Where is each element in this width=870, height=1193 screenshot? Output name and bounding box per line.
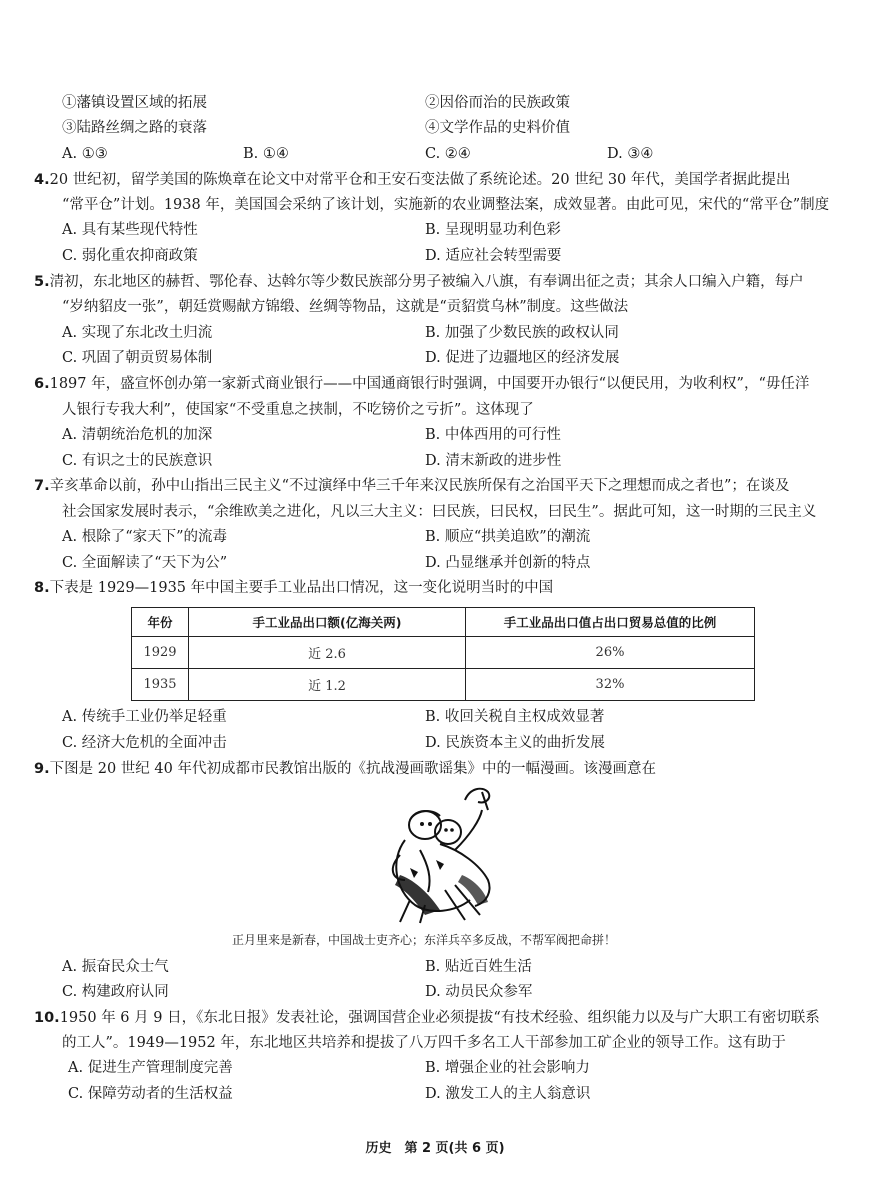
q4-option-b: B. 呈现明显功利色彩 <box>425 222 561 238</box>
q3-item-3: ③陆路丝绸之路的衰落 <box>62 120 207 136</box>
table-header-export-amount: 手工业品出口额(亿海关两) <box>189 608 466 637</box>
cartoon-image <box>370 780 520 925</box>
table-header-row <box>132 608 755 637</box>
q4-number: 4. <box>34 172 50 188</box>
q7-option-b: B. 顺应“拱美追欧”的潮流 <box>425 529 591 545</box>
q4-option-c: C. 弱化重农抑商政策 <box>62 248 198 264</box>
q8-stem: 8.下表是 1929—1935 年中国主要手工业品出口情况，这一变化说明当时的中国 <box>34 580 554 596</box>
q5-option-d: D. 促进了边疆地区的经济发展 <box>425 350 620 366</box>
q10-option-b: B. 增强企业的社会影响力 <box>425 1060 590 1076</box>
table-header-year: 年份 <box>132 608 189 637</box>
table-cell: 1929 <box>132 637 189 669</box>
q10-option-a: A. 促进生产管理制度完善 <box>68 1060 233 1076</box>
q3-item-2: ②因俗而治的民族政策 <box>425 95 570 111</box>
q6-number: 6. <box>34 376 50 392</box>
q10-stem-line-1: 10.1950 年 6 月 9 日，《东北日报》发表社论，强调国营企业必须提拔“有技术经验、组织能力以及与广大职工有密切联系 <box>34 1010 820 1026</box>
q3-option-a: A. ①③ <box>62 146 108 162</box>
q8-table <box>131 607 755 701</box>
table-cell: 26% <box>466 637 755 669</box>
q4-option-d: D. 适应社会转型需要 <box>425 248 562 264</box>
q8-number: 8. <box>34 580 50 596</box>
q7-option-a: A. 根除了“家天下”的流毒 <box>62 529 228 545</box>
table-cell: 1935 <box>132 669 189 701</box>
q6-option-b: B. 中体西用的可行性 <box>425 427 561 443</box>
q9-option-a: A. 振奋民众士气 <box>62 959 169 975</box>
q9-option-d: D. 动员民众参军 <box>425 984 533 1000</box>
q7-option-c: C. 全面解读了“天下为公” <box>62 555 228 571</box>
q7-number: 7. <box>34 478 50 494</box>
q5-number: 5. <box>34 274 50 290</box>
q6-option-c: C. 有识之士的民族意识 <box>62 453 213 469</box>
q4-stem-line-1: 4.20 世纪初，留学美国的陈焕章在论文中对常平仓和王安石变法做了系统论述。20 世纪 30 年代，美国学者据此提出 <box>34 172 791 188</box>
q6-stem-line-2: 人银行专我大利”，使国家“不受重息之挟制，不吃镑价之亏折”。这体现了 <box>62 402 534 418</box>
table-row <box>132 669 755 701</box>
table-cell: 近 2.6 <box>189 637 466 669</box>
q10-number: 10. <box>34 1010 60 1026</box>
q5-stem-line-1: 5.清初，东北地区的赫哲、鄂伦春、达斡尔等少数民族部分男子被编入八旗，有奉调出征之责；其余人口编入户籍，每户 <box>34 274 804 290</box>
table-row <box>132 637 755 669</box>
q3-item-4: ④文学作品的史料价值 <box>425 120 570 136</box>
q10-option-d: D. 激发工人的主人翁意识 <box>425 1086 591 1102</box>
q7-stem-line-1: 7.辛亥革命以前，孙中山指出三民主义“不过演绎中华三千年来汉民族所保有之治国平天下之理想而成之者也”；在谈及 <box>34 478 790 494</box>
q9-stem: 9.下图是 20 世纪 40 年代初成都市民教馆出版的《抗战漫画歌谣集》中的一幅漫画。该漫画意在 <box>34 761 656 777</box>
q5-option-c: C. 巩固了朝贡贸易体制 <box>62 350 213 366</box>
q4-option-a: A. 具有某些现代特性 <box>62 222 198 238</box>
table-cell: 近 1.2 <box>189 669 466 701</box>
q8-option-c: C. 经济大危机的全面冲击 <box>62 735 227 751</box>
q6-option-d: D. 清末新政的进步性 <box>425 453 562 469</box>
q7-option-d: D. 凸显继承并创新的特点 <box>425 555 591 571</box>
q3-option-d: D. ③④ <box>607 146 654 162</box>
q8-option-a: A. 传统手工业仍举足轻重 <box>62 709 227 725</box>
cartoon-caption: 正月里来是新春，中国战士吏齐心；东洋兵卒多反战，不帮军阀把命拼！ <box>232 933 617 947</box>
table-cell: 32% <box>466 669 755 701</box>
q3-option-c: C. ②④ <box>425 146 471 162</box>
q5-option-b: B. 加强了少数民族的政权认同 <box>425 325 619 341</box>
table-header-export-ratio: 手工业品出口值占出口贸易总值的比例 <box>466 608 755 637</box>
page-footer: 历史 第 2 页(共 6 页) <box>365 1141 505 1156</box>
q7-stem-line-2: 社会国家发展时表示，“余维欧美之进化，凡以三大主义：曰民族，曰民权，曰民生”。据此可知，这一时期的三民主义 <box>62 504 817 520</box>
q8-option-d: D. 民族资本主义的曲折发展 <box>425 735 605 751</box>
q4-stem-line-2: “常平仓”计划。1938 年，美国国会采纳了该计划，实施新的农业调整法案，成效显著。由此可见，宋代的“常平仓”制度 <box>62 197 830 213</box>
q9-option-c: C. 构建政府认同 <box>62 984 169 1000</box>
q8-option-b: B. 收回关税自主权成效显著 <box>425 709 605 725</box>
q3-option-b: B. ①④ <box>243 146 289 162</box>
q9-number: 9. <box>34 761 50 777</box>
q5-option-a: A. 实现了东北改土归流 <box>62 325 213 341</box>
q3-item-1: ①藩镇设置区域的拓展 <box>62 95 207 111</box>
q6-option-a: A. 清朝统治危机的加深 <box>62 427 213 443</box>
q10-stem-line-2: 的工人”。1949—1952 年，东北地区共培养和提拔了八万四千多名工人干部参加工矿企业的领导工作。这有助于 <box>62 1035 786 1051</box>
q9-option-b: B. 贴近百姓生活 <box>425 959 532 975</box>
q10-option-c: C. 保障劳动者的生活权益 <box>68 1086 233 1102</box>
q5-stem-line-2: “岁纳貂皮一张”，朝廷赏赐献方锦缎、丝绸等物品，这就是“贡貂赏乌林”制度。这些做法 <box>62 299 629 315</box>
q6-stem-line-1: 6.1897 年，盛宣怀创办第一家新式商业银行——中国通商银行时强调，中国要开办银行“以便民用，为收利权”，“毋任洋 <box>34 376 810 392</box>
